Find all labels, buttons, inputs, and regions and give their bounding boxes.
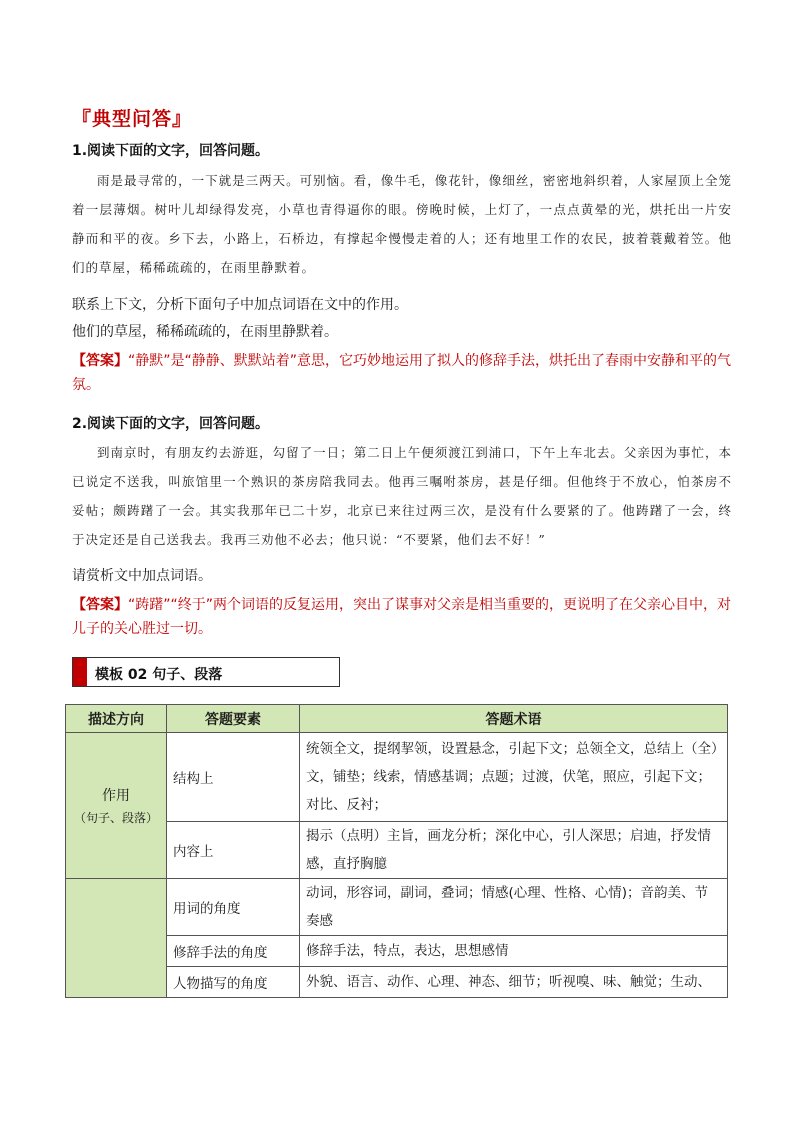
question-2-passage: 到南京时，有朋友约去游逛，勾留了一日；第二日上午便须渡江到浦口，下午上车北去。父亲因为事忙，本已说定不送我，叫旅馆里一个熟识的茶房陪我同去。他再三嘱咐茶房，甚是仔细。但他终于不放心，怕茶房不妥帖；颇踌躇了一会。其实我那年已二十岁，北京已来往过两三次，是没有什么要紧的了。他踌躇了一会，终于决定还是自己送我去。我再三劝他不必去；他只说：“不要紧，他们去不好！” <box>72 445 732 547</box>
section-title: 『典型问答』 <box>72 108 193 130</box>
table-header-row <box>66 705 728 733</box>
terms-cell: 揭示（点明）主旨，画龙分析；深化中心，引人深思；启迪，抒发情感，直抒胸臆 <box>300 822 728 879</box>
terms-cell: 外貌、语言、动作、心理、神态、细节；听视嗅、味、触觉；生动、 <box>300 967 728 998</box>
answer-text: “踌躇”“终于”两个词语的反复运用，突出了谋事对父亲是相当重要的，更说明了在父亲心目中，对儿子的关心胜过一切。 <box>72 597 732 637</box>
terms-cell: 修辞手法，特点，表达，思想感情 <box>300 936 728 967</box>
direction-cell-empty <box>66 879 167 998</box>
terms-cell: 统领全文，提纲挈领，设置悬念，引起下文；总领全文，总结上（全）文，铺垫；线索，情感基调；点题；过渡，伏笔，照应，引起下文；对比、反衬； <box>300 733 728 822</box>
red-marker <box>73 658 87 686</box>
direction-sub: （句子、段落） <box>73 811 158 825</box>
table-row <box>66 733 728 822</box>
answer-label: 【答案】 <box>72 597 128 613</box>
answer-label: 【答案】 <box>72 353 128 369</box>
template-heading-bar <box>72 657 340 687</box>
element-cell: 人物描写的角度 <box>167 967 300 998</box>
element-cell: 结构上 <box>167 733 300 822</box>
element-cell: 内容上 <box>167 822 300 879</box>
header-direction: 描述方向 <box>66 705 167 733</box>
question-1-prompt: 联系上下文，分析下面句子中加点词语在文中的作用。 <box>72 297 408 313</box>
header-terms: 答题术语 <box>300 705 728 733</box>
answer-terms-table <box>65 704 728 998</box>
element-cell: 用词的角度 <box>167 879 300 936</box>
question-1-sentence: 他们的草屋，稀稀疏疏的，在雨里静默着。 <box>72 324 338 340</box>
question-1-passage: 雨是最寻常的，一下就是三两天。可别恼。看，像牛毛，像花针，像细丝，密密地斜织着，人家屋顶上全笼着一层薄烟。树叶儿却绿得发亮，小草也青得逼你的眼。傍晚时候，上灯了，一点点黄晕的光，烘托出一片安静而和平的夜。乡下去，小路上，石桥边，有撑起伞慢慢走着的人；还有地里工作的农民，披着蓑戴着笠。他们的草屋，稀稀疏疏的，在雨里静默着。 <box>72 173 732 275</box>
question-1-heading: 1.阅读下面的文字，回答问题。 <box>72 143 270 159</box>
template-label: 模板 02 句子、段落 <box>95 667 223 683</box>
table-row <box>66 879 728 936</box>
question-2-answer <box>72 593 732 641</box>
element-cell: 修辞手法的角度 <box>167 936 300 967</box>
direction-cell-function <box>66 733 167 879</box>
terms-cell: 动词，形容词，副词，叠词；情感(心理、性格、心情)；音韵美、节奏感 <box>300 879 728 936</box>
direction-main: 作用 <box>102 788 130 804</box>
question-2-prompt: 请赏析文中加点词语。 <box>72 568 212 584</box>
question-1-answer <box>72 349 732 397</box>
answer-text: “静默”是“静静、默默站着”意思，它巧妙地运用了拟人的修辞手法，烘托出了春雨中安静和平的气氛。 <box>72 353 732 393</box>
question-2-heading: 2.阅读下面的文字，回答问题。 <box>72 416 270 432</box>
header-element: 答题要素 <box>167 705 300 733</box>
